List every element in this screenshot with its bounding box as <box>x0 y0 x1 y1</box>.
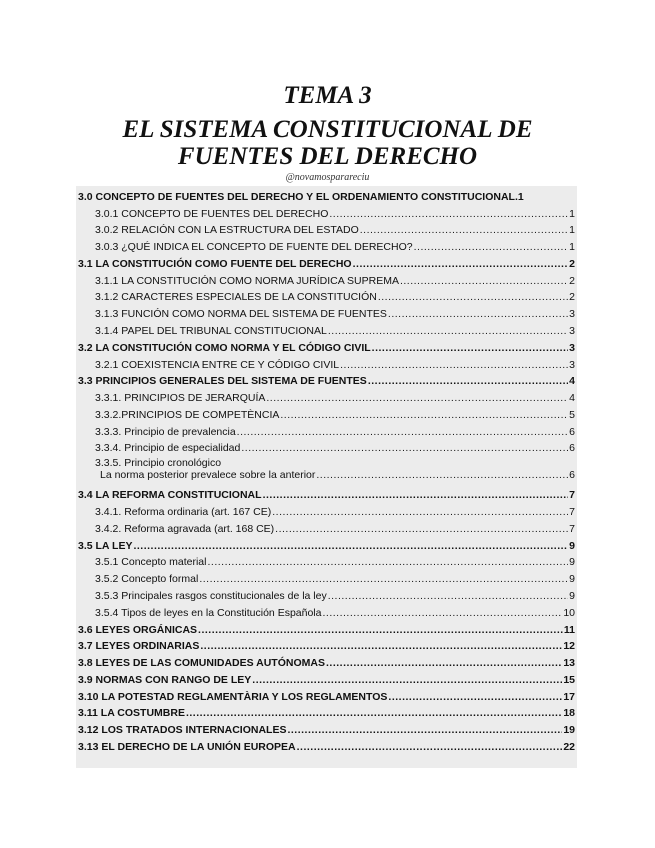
toc-leader-dots <box>133 540 568 552</box>
toc-leader-dots <box>414 241 569 253</box>
toc-leader-dots <box>280 409 568 421</box>
toc-entry[interactable] <box>95 390 575 404</box>
toc-entry-title: 3.1.2 CARACTERES ESPECIALES DE LA CONSTITUCIÓN <box>95 291 377 303</box>
toc-entry-title: 3.3.4. Principio de especialidad <box>95 442 241 454</box>
toc-leader-dots <box>388 691 562 703</box>
toc-leader-dots <box>368 375 568 387</box>
toc-entry-title: 3.0.2 RELACIÓN CON LA ESTRUCTURA DEL ESTADO <box>95 224 359 236</box>
toc-entry-title: 3.1.3 FUNCIÓN COMO NORMA DEL SISTEMA DE FUENTES <box>95 308 387 320</box>
toc-entry-page: 2 <box>569 258 575 270</box>
toc-entry-title: 3.1.4 PAPEL DEL TRIBUNAL CONSTITUCIONAL <box>95 325 327 337</box>
toc-entry[interactable] <box>78 638 575 652</box>
toc-entry-page: 9 <box>569 573 575 585</box>
topic-number: TEMA 3 <box>283 82 372 109</box>
toc-entry-page: 13 <box>563 657 575 669</box>
toc-leader-dots <box>372 342 568 354</box>
toc-entry-page: 4 <box>569 375 575 387</box>
toc-entry-title: 3.1.1 LA CONSTITUCIÓN COMO NORMA JURÍDICA SUPREMA <box>95 275 399 287</box>
toc-leader-dots <box>378 291 568 303</box>
toc-entry-page: 7 <box>569 489 575 501</box>
toc-entry-page: 12 <box>563 640 575 652</box>
toc-entry[interactable] <box>95 206 575 220</box>
toc-entry-title: 3.0.1 CONCEPTO DE FUENTES DEL DERECHO <box>95 208 329 220</box>
toc-entry[interactable] <box>78 538 575 552</box>
toc-entry[interactable] <box>78 689 575 703</box>
toc-entry-title: 3.4 LA REFORMA CONSTITUCIONAL <box>78 489 262 501</box>
toc-entry-title: 3.5.1 Concepto material <box>95 556 207 568</box>
toc-entry[interactable] <box>78 256 575 270</box>
toc-entry[interactable] <box>95 424 575 438</box>
toc-entry-page: 10 <box>563 607 575 619</box>
toc-entry-title: 3.7 LEYES ORDINARIAS <box>78 640 200 652</box>
document-title-line-2: FUENTES DEL DERECHO <box>177 143 478 170</box>
toc-entry-title: 3.2 LA CONSTITUCIÓN COMO NORMA Y EL CÓDIGO CIVIL <box>78 342 371 354</box>
toc-entry-page: 1 <box>569 208 575 220</box>
toc-entry-title: 3.2.1 COEXISTENCIA ENTRE CE Y CÓDIGO CIVIL <box>95 359 340 371</box>
toc-entry[interactable] <box>95 306 575 320</box>
toc-leader-dots <box>186 707 562 719</box>
toc-entry-title: 3.5.3 Principales rasgos constitucionales de la ley <box>95 590 327 602</box>
toc-entry[interactable] <box>78 340 575 354</box>
toc-entry[interactable] <box>95 588 575 602</box>
toc-leader-dots <box>275 523 568 535</box>
toc-leader-dots <box>198 624 563 636</box>
toc-entry-title: 3.12 LOS TRATADOS INTERNACIONALES <box>78 724 287 736</box>
toc-leader-dots <box>328 590 568 602</box>
toc-entry-title: 3.3.3. Principio de prevalencia <box>95 426 236 438</box>
toc-entry-page: 17 <box>563 691 575 703</box>
toc-entry-title: 3.11 LA COSTUMBRE <box>78 707 185 719</box>
toc-leader-dots <box>388 308 568 320</box>
toc-entry-page: 15 <box>563 674 575 686</box>
toc-leader-dots <box>263 489 569 501</box>
toc-entry[interactable] <box>78 487 575 501</box>
toc-entry[interactable] <box>95 457 575 485</box>
toc-entry-title: 3.5.4 Tipos de leyes en la Constitución Española <box>95 607 322 619</box>
toc-entry[interactable] <box>78 739 575 753</box>
toc-entry[interactable] <box>78 622 575 636</box>
toc-entry-page: 18 <box>563 707 575 719</box>
toc-entry-title: 3.13 EL DERECHO DE LA UNIÓN EUROPEA <box>78 741 296 753</box>
toc-leader-dots <box>272 506 568 518</box>
toc-entry-title: 3.4.1. Reforma ordinaria (art. 167 CE) <box>95 506 272 518</box>
toc-entry[interactable] <box>78 189 575 203</box>
toc-entry[interactable] <box>78 655 575 669</box>
toc-leader-dots <box>297 741 563 753</box>
toc-leader-dots <box>328 325 568 337</box>
toc-entry-page: 1 <box>569 224 575 236</box>
toc-leader-dots <box>237 426 568 438</box>
toc-entry-title: 3.5.2 Concepto formal <box>95 573 199 585</box>
toc-entry-page: 1 <box>517 191 524 203</box>
toc-entry-page: 11 <box>563 624 575 636</box>
author-credit: @novamosparareciu <box>285 172 370 183</box>
toc-entry[interactable] <box>95 273 575 287</box>
toc-leader-dots <box>326 657 562 669</box>
toc-leader-dots <box>353 258 569 270</box>
toc-entry-page: 3 <box>569 342 575 354</box>
toc-entry-page: 9 <box>569 556 575 568</box>
toc-entry-title: 3.10 LA POTESTAD REGLAMENTÀRIA Y LOS REGLAMENTOS <box>78 691 388 703</box>
toc-leader-dots <box>360 224 568 236</box>
toc-entry[interactable] <box>95 357 575 371</box>
toc-entry[interactable] <box>78 373 575 387</box>
toc-entry-title: 3.5 LA LEY <box>78 540 133 552</box>
toc-entry-page: 2 <box>569 291 575 303</box>
toc-entry-page: 2 <box>569 275 575 287</box>
toc-entry[interactable] <box>78 722 575 736</box>
toc-leader-dots <box>252 674 562 686</box>
toc-entry-page: 7 <box>569 506 575 518</box>
toc-entry-page: 4 <box>569 392 575 404</box>
toc-entry[interactable] <box>95 521 575 535</box>
toc-entry-page: 19 <box>563 724 575 736</box>
toc-leader-dots <box>287 724 562 736</box>
toc-entry-title: 3.3.2.PRINCIPIOS DE COMPETÈNCIA <box>95 409 280 421</box>
toc-entry-page: 3 <box>569 308 575 320</box>
toc-entry-subtitle: La norma posterior prevalece sobre la anterior <box>100 469 316 481</box>
toc-entry-title: 3.1 LA CONSTITUCIÓN COMO FUENTE DEL DERECHO <box>78 258 352 270</box>
toc-entry-page: 5 <box>569 409 575 421</box>
toc-leader-dots <box>322 607 562 619</box>
toc-entry[interactable] <box>95 571 575 585</box>
toc-entry-page: 6 <box>569 442 575 454</box>
document-title-line-1: EL SISTEMA CONSTITUCIONAL DE <box>122 116 533 143</box>
toc-entry[interactable] <box>78 672 575 686</box>
toc-entry[interactable] <box>78 705 575 719</box>
toc-entry-page: 6 <box>569 426 575 438</box>
toc-leader-dots <box>241 442 568 454</box>
toc-entry[interactable] <box>95 323 575 337</box>
toc-entry-page: 9 <box>569 590 575 602</box>
toc-leader-dots <box>200 640 562 652</box>
toc-entry-page: 6 <box>569 469 575 481</box>
toc-entry-page: 1 <box>569 241 575 253</box>
toc-leader-dots <box>207 556 568 568</box>
toc-entry[interactable] <box>95 407 575 421</box>
toc-entry-title: 3.8 LEYES DE LAS COMUNIDADES AUTÓNOMAS <box>78 657 325 669</box>
toc-entry-title: 3.3 PRINCIPIOS GENERALES DEL SISTEMA DE FUENTES <box>78 375 367 387</box>
toc-leader-dots <box>400 275 568 287</box>
toc-leader-dots <box>340 359 568 371</box>
toc-entry-title: 3.6 LEYES ORGÁNICAS <box>78 624 198 636</box>
toc-leader-dots <box>266 392 568 404</box>
toc-entry[interactable] <box>95 605 575 619</box>
toc-leader-dots <box>316 469 568 481</box>
toc-entry-page: 7 <box>569 523 575 535</box>
toc-entry-title: 3.0 CONCEPTO DE FUENTES DEL DERECHO Y EL ORDENAMIENTO CONSTITUCIONAL. <box>78 191 518 203</box>
toc-entry-title: 3.0.3 ¿QUÉ INDICA EL CONCEPTO DE FUENTE DEL DERECHO? <box>95 241 413 253</box>
toc-entry-title: 3.4.2. Reforma agravada (art. 168 CE) <box>95 523 275 535</box>
toc-entry[interactable] <box>95 239 575 253</box>
toc-leader-dots <box>329 208 568 220</box>
toc-entry-title: 3.9 NORMAS CON RANGO DE LEY <box>78 674 252 686</box>
toc-entry-page: 9 <box>569 540 575 552</box>
toc-entry[interactable] <box>95 554 575 568</box>
toc-entry-subline <box>95 469 575 481</box>
toc-leader-dots <box>199 573 568 585</box>
toc-entry-title: 3.3.1. PRINCIPIOS DE JERARQUÍA <box>95 392 266 404</box>
toc-entry-page: 22 <box>563 741 575 753</box>
toc-entry-page: 3 <box>569 359 575 371</box>
toc-entry-page: 3 <box>569 325 575 337</box>
toc-entry[interactable] <box>95 440 575 454</box>
toc-entry[interactable] <box>95 504 575 518</box>
toc-entry[interactable] <box>95 289 575 303</box>
table-of-contents <box>76 186 577 768</box>
toc-entry-title: 3.3.5. Principio cronológico <box>95 457 222 469</box>
toc-entry[interactable] <box>95 222 575 236</box>
